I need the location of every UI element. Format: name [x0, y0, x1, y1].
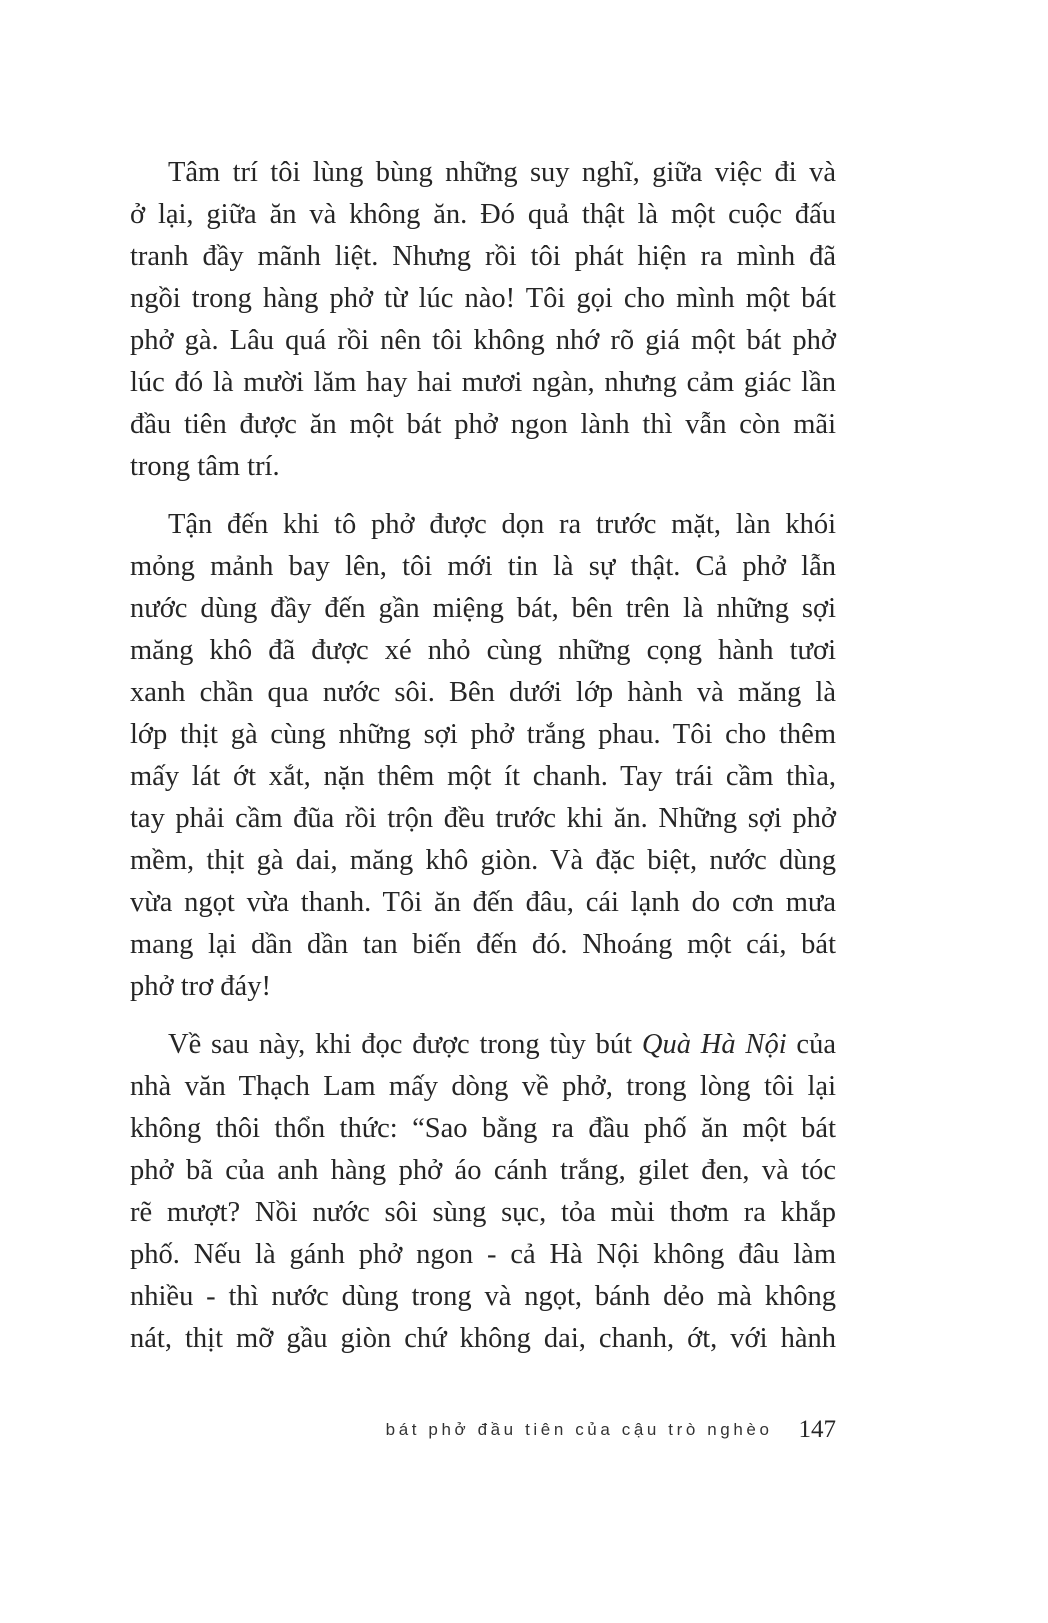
text-line: Tâm trí tôi lùng bùng những suy nghĩ, giữa việc đi và [168, 157, 836, 188]
text-line: mỏng mảnh bay lên, tôi mới tin là sự thật. Cả phở lẫn [130, 551, 836, 582]
text-line: trong tâm trí. [130, 451, 280, 482]
text-line: phở trơ đáy! [130, 971, 271, 1002]
text-line: nước dùng đầy đến gần miệng bát, bên trên là những sợi [130, 593, 836, 624]
text-line: mềm, thịt gà dai, măng khô giòn. Và đặc biệt, nước dùng [130, 845, 836, 876]
text-line: phố. Nếu là gánh phở ngon - cả Hà Nội không đâu làm [130, 1239, 836, 1270]
text-line: Tận đến khi tô phở được dọn ra trước mặt, làn khói [168, 509, 836, 540]
text-line: phở bã của anh hàng phở áo cánh trắng, gilet đen, và tóc [130, 1155, 836, 1186]
text-line: mấy lát ớt xắt, nặn thêm một ít chanh. Tay trái cầm thìa, [130, 761, 836, 792]
text-line: vừa ngọt vừa thanh. Tôi ăn đến đâu, cái lạnh do cơn mưa [130, 887, 836, 918]
text-line: lớp thịt gà cùng những sợi phở trắng phau. Tôi cho thêm [130, 719, 836, 750]
paragraph-2 [130, 504, 836, 1008]
text-line: lúc đó là mười lăm hay hai mươi ngàn, nhưng cảm giác lần [130, 367, 836, 398]
book-title-italic: Quà Hà Nội [641, 1029, 787, 1060]
page-number: 147 [798, 1416, 836, 1443]
text-run: Về sau này, khi đọc được trong tùy bút [168, 1029, 642, 1060]
text-line: tay phải cầm đũa rồi trộn đều trước khi ăn. Những sợi phở [130, 803, 836, 834]
text-line [130, 1024, 836, 1066]
page-footer [0, 1412, 836, 1448]
text-line: đầu tiên được ăn một bát phở ngon lành thì vẫn còn mãi [130, 409, 836, 440]
running-title: bát phở đầu tiên của cậu trò nghèo [385, 1420, 773, 1439]
text-line: nát, thịt mỡ gầu giòn chứ không dai, chanh, ớt, với hành [130, 1323, 836, 1354]
text-line: mang lại dần dần tan biến đến đó. Nhoáng một cái, bát [130, 929, 836, 960]
text-line: không thôi thổn thức: “Sao bằng ra đầu phố ăn một bát [130, 1113, 836, 1144]
text-line: phở gà. Lâu quá rồi nên tôi không nhớ rõ giá một bát phở [130, 325, 836, 356]
text-line: măng khô đã được xé nhỏ cùng những cọng hành tươi [130, 635, 836, 666]
text-line: ngồi trong hàng phở từ lúc nào! Tôi gọi cho mình một bát [130, 283, 836, 314]
text-line: ở lại, giữa ăn và không ăn. Đó quả thật là một cuộc đấu [130, 199, 836, 230]
text-line: tranh đầy mãnh liệt. Nhưng rồi tôi phát hiện ra mình đã [130, 241, 836, 272]
paragraph-3 [130, 1024, 836, 1360]
text-run: của [786, 1029, 836, 1060]
text-line: nhiều - thì nước dùng trong và ngọt, bánh dẻo mà không [130, 1281, 836, 1312]
text-line: nhà văn Thạch Lam mấy dòng về phở, trong lòng tôi lại [130, 1071, 836, 1102]
text-line: rẽ mượt? Nồi nước sôi sùng sục, tỏa mùi thơm ra khắp [130, 1197, 836, 1228]
paragraph-1 [130, 152, 836, 488]
text-line: xanh chần qua nước sôi. Bên dưới lớp hành và măng là [130, 677, 836, 708]
book-page-body [130, 152, 836, 1376]
